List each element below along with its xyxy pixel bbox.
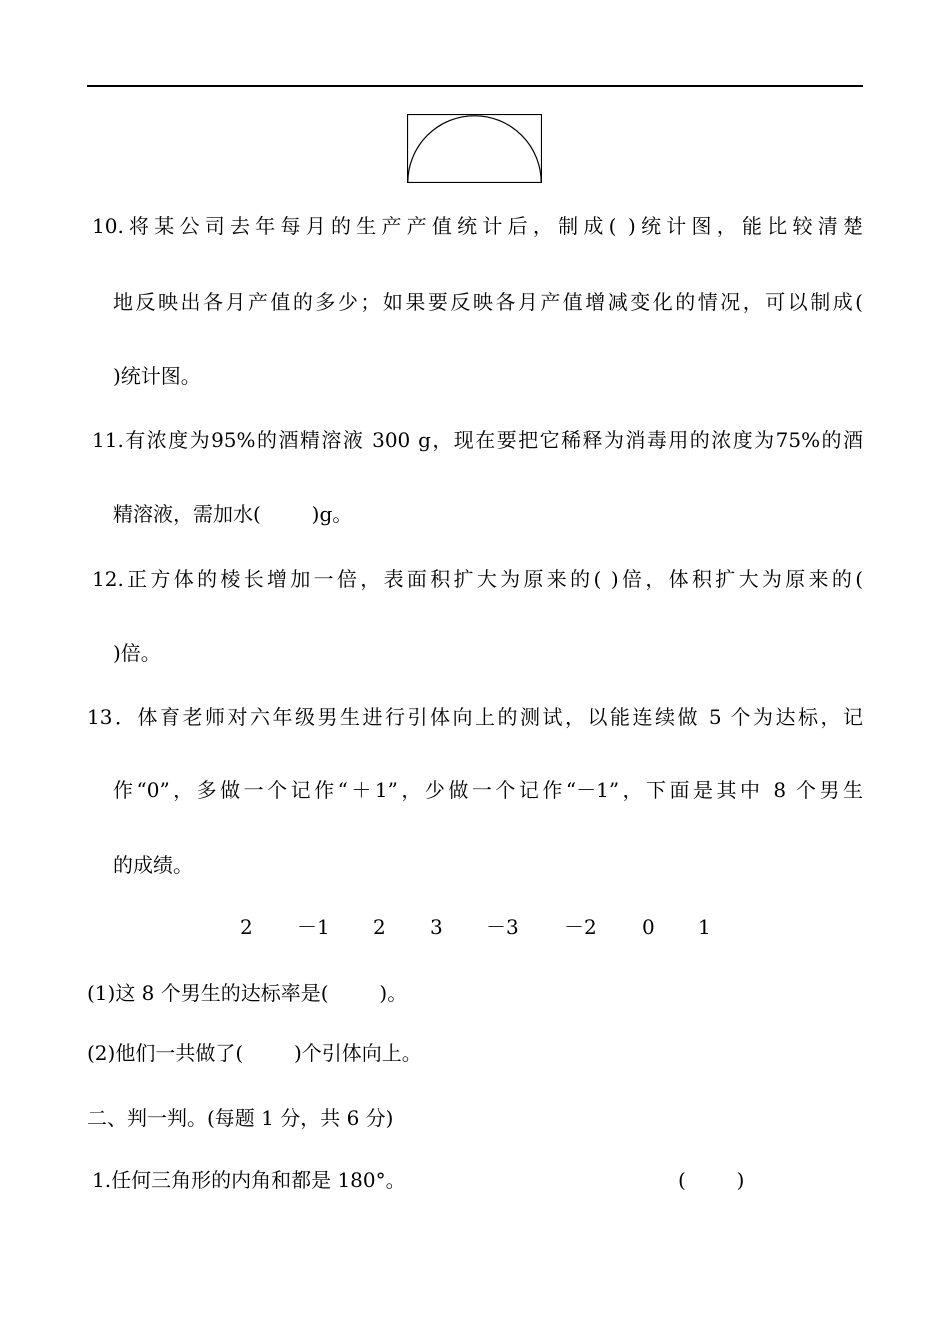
q11-line-2: 精溶液，需加水( )g。 [113,502,353,526]
score-value: 2 [240,915,253,939]
q10-line-3: )统计图。 [113,364,201,388]
q13-line-3: 的成绩。 [113,853,193,877]
judge-q1-text: 1.任何三角形的内角和都是 180°。 [92,1168,406,1192]
score-value: －2 [564,915,597,939]
score-value: 3 [430,915,443,939]
section-2-heading: 二、判一判。(每题 1 分，共 6 分) [87,1106,394,1130]
q11-line-1: 11.有浓度为95%的酒精溶液 300 g，现在要把它稀释为消毒用的浓度为75%的酒 [92,428,863,452]
q13-sub-question-1: (1)这 8 个男生的达标率是( )。 [87,981,408,1005]
score-value: －3 [486,915,519,939]
score-value: 0 [642,915,655,939]
q12-line-1: 12.正方体的棱长增加一倍，表面积扩大为原来的( )倍，体积扩大为原来的( [92,567,863,591]
score-value: 2 [373,915,386,939]
q13-sub-question-2: (2)他们一共做了( )个引体向上。 [87,1041,422,1065]
score-value: －1 [297,915,330,939]
q13-line-2: 作“0”，多做一个记作“＋1”，少做一个记作“－1”，下面是其中 8 个男生 [113,778,863,802]
q10-line-1: 10.将某公司去年每月的生产产值统计后，制成( )统计图，能比较清楚 [92,214,863,238]
q13-line-1: 13．体育老师对六年级男生进行引体向上的测试，以能连续做 5 个为达标，记 [87,705,863,729]
semicircle-in-rectangle-figure [407,114,542,183]
q10-line-2: 地反映出各月产值的多少；如果要反映各月产值增减变化的情况，可以制成( [113,290,863,314]
judge-q1-answer-paren: ( ) [678,1168,745,1192]
header-rule [87,85,863,87]
q12-line-2: )倍。 [113,641,161,665]
score-value: 1 [698,915,711,939]
